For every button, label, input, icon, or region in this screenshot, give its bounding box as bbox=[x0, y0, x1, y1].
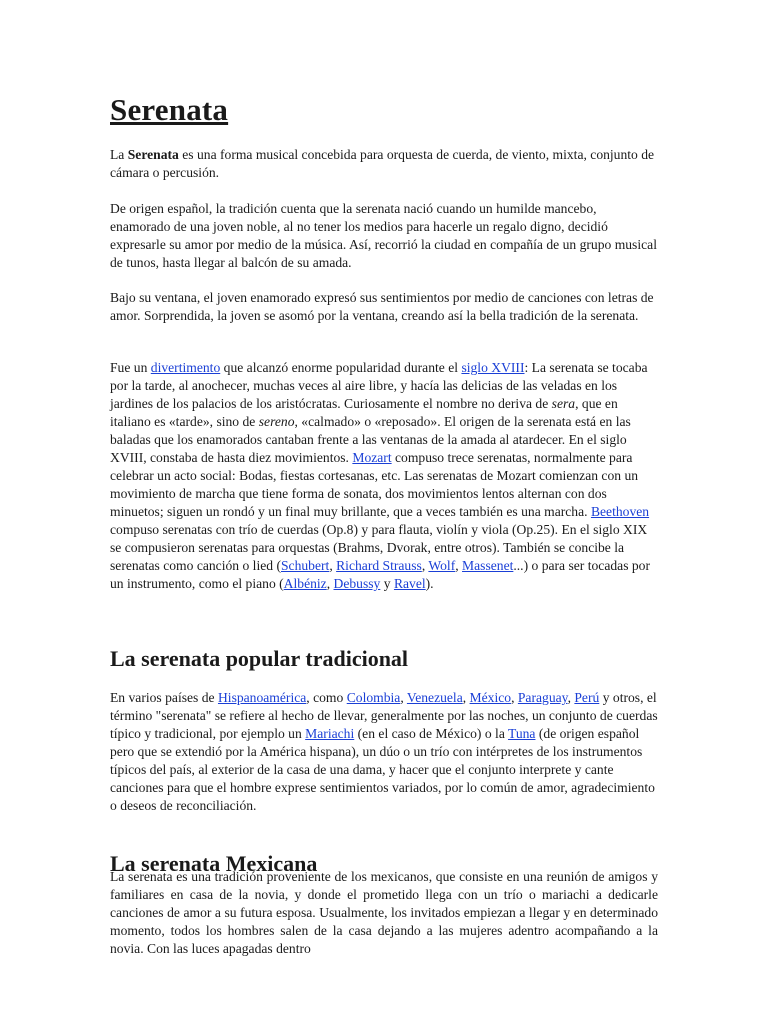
link-mozart[interactable]: Mozart bbox=[352, 450, 392, 465]
link-ravel[interactable]: Ravel bbox=[393, 576, 426, 591]
text: , bbox=[567, 690, 575, 705]
link-richard-strauss[interactable]: Richard Strauss bbox=[336, 558, 422, 573]
text: , «calmado» o «reposado». El origen de la serenata está en las baladas que los enamorados cantaban frente a las ventanas de la amada al atardecer. En el siglo XVIII, constaba de hasta diez movimientos. bbox=[110, 414, 631, 465]
link-hispanoamerica[interactable]: Hispanoamérica bbox=[217, 690, 307, 705]
paragraph-history bbox=[110, 359, 658, 593]
italic-term: sereno bbox=[258, 414, 295, 429]
text: En varios países de bbox=[110, 690, 218, 705]
link-venezuela[interactable]: Venezuela bbox=[406, 690, 463, 705]
link-divertimento[interactable]: divertimento bbox=[150, 360, 221, 375]
link-mariachi[interactable]: Mariachi bbox=[305, 726, 355, 741]
text: que alcanzó enorme popularidad durante el bbox=[220, 360, 462, 375]
link-siglo-xviii[interactable]: siglo XVIII bbox=[461, 360, 525, 375]
link-wolf[interactable]: Wolf bbox=[428, 558, 456, 573]
text: , bbox=[511, 690, 518, 705]
paragraph-window: Bajo su ventana, el joven enamorado expresó sus sentimientos por medio de canciones con letras de amor. Sorprendida, la joven se asomó por la ventana, creando así la bella tradición de la serenata. bbox=[110, 290, 654, 323]
link-peru[interactable]: Perú bbox=[574, 690, 600, 705]
link-schubert[interactable]: Schubert bbox=[280, 558, 330, 573]
text: , bbox=[455, 558, 463, 573]
bold-term: Serenata bbox=[127, 147, 179, 162]
text: compuso serenatas con trío de cuerdas (Op.8) y para flauta, violín y viola (Op.25). En el siglo XIX se compusieron serenatas para orquestas (Brahms, Dvorak, entre otros). También se concibe la serenatas como canción o lied ( bbox=[110, 522, 648, 573]
link-colombia[interactable]: Colombia bbox=[346, 690, 401, 705]
text: La bbox=[110, 147, 128, 162]
text: compuso trece serenatas, normalmente para celebrar un acto social: Bodas, fiestas cortesanas, etc. Las serenatas de Mozart comienzan con un movimiento de marcha que tiene forma de sonata, dos movimientos lentos alternan con dos minuetos; siguen un rondó y un final muy brillante, que a veces también es una marcha. bbox=[110, 450, 639, 519]
paragraph-mexicana: La serenata es una tradición proveniente de los mexicanos, que consiste en una reunión de amigos y familiares en casa de la novia, y donde el prometido llega con un trío o mariachi a dedicarle canciones de amor a su futura esposa. Usualmente, los invitados empiezan a llegar y en determinado momento, todos los hombres salen de la casa dejando a las mujeres adentro acompañando a la novia. Con las luces apagadas dentro bbox=[110, 869, 658, 956]
text: , como bbox=[306, 690, 347, 705]
text: , bbox=[329, 558, 337, 573]
text: ...) o para ser tocadas por un instrumento, como el piano ( bbox=[110, 558, 651, 591]
link-beethoven[interactable]: Beethoven bbox=[590, 504, 650, 519]
paragraph-popular bbox=[110, 689, 658, 815]
text: Fue un bbox=[110, 360, 151, 375]
text: ). bbox=[425, 576, 434, 591]
link-massenet[interactable]: Massenet bbox=[462, 558, 514, 573]
text: (de origen español pero que se extendió por la América hispana), un dúo o un trío con intérpretes de los instrumentos típicos del país, al exterior de la casa de una dama, y hacer que el conjunto interprete y cante canciones para que el hombre exprese sentimientos variados, por lo común de amor, agradecimiento o deseos de reconciliación. bbox=[110, 726, 655, 813]
italic-term: sera bbox=[551, 396, 576, 411]
paragraph-origin: De origen español, la tradición cuenta que la serenata nació cuando un humilde mancebo, enamorado de una joven noble, al no tener los medios para hacerle un regalo digno, decidió expresarle su amor por medio de la música. Así, recorrió la ciudad en compañía de un grupo musical de tunos, hasta llegar al balcón de su amada. bbox=[110, 201, 657, 270]
text: y otros, el término "serenata" se refiere al hecho de llevar, generalmente por las noches, un conjunto de cuerdas típico y tradicional, por ejemplo un bbox=[110, 690, 658, 741]
paragraph-intro bbox=[110, 146, 658, 182]
text: , bbox=[462, 690, 470, 705]
section-heading-popular: La serenata popular tradicional bbox=[110, 646, 409, 671]
page-title: Serenata bbox=[110, 92, 229, 127]
section-heading-mexicana: La serenata Mexicana bbox=[110, 851, 318, 876]
text: (en el caso de México) o la bbox=[354, 726, 509, 741]
link-albeniz[interactable]: Albéniz bbox=[283, 576, 327, 591]
text: , que en italiano es «tarde», sino de bbox=[110, 396, 618, 429]
text: : La serenata se tocaba por la tarde, al anochecer, muchas veces al aire libre, y hacía las delicias de las veladas en los jardines de los palacios de los aristócratas. Curiosamente el nombre no deriva de bbox=[110, 360, 648, 411]
link-debussy[interactable]: Debussy bbox=[333, 576, 381, 591]
text: es una forma musical concebida para orquesta de cuerda, de viento, mixta, conjunto de cámara o percusión. bbox=[110, 147, 655, 180]
link-tuna[interactable]: Tuna bbox=[508, 726, 536, 741]
link-mexico[interactable]: México bbox=[469, 690, 512, 705]
text: , bbox=[400, 690, 407, 705]
text: y bbox=[380, 576, 394, 591]
text: , bbox=[326, 576, 334, 591]
text: , bbox=[421, 558, 429, 573]
link-paraguay[interactable]: Paraguay bbox=[517, 690, 568, 705]
